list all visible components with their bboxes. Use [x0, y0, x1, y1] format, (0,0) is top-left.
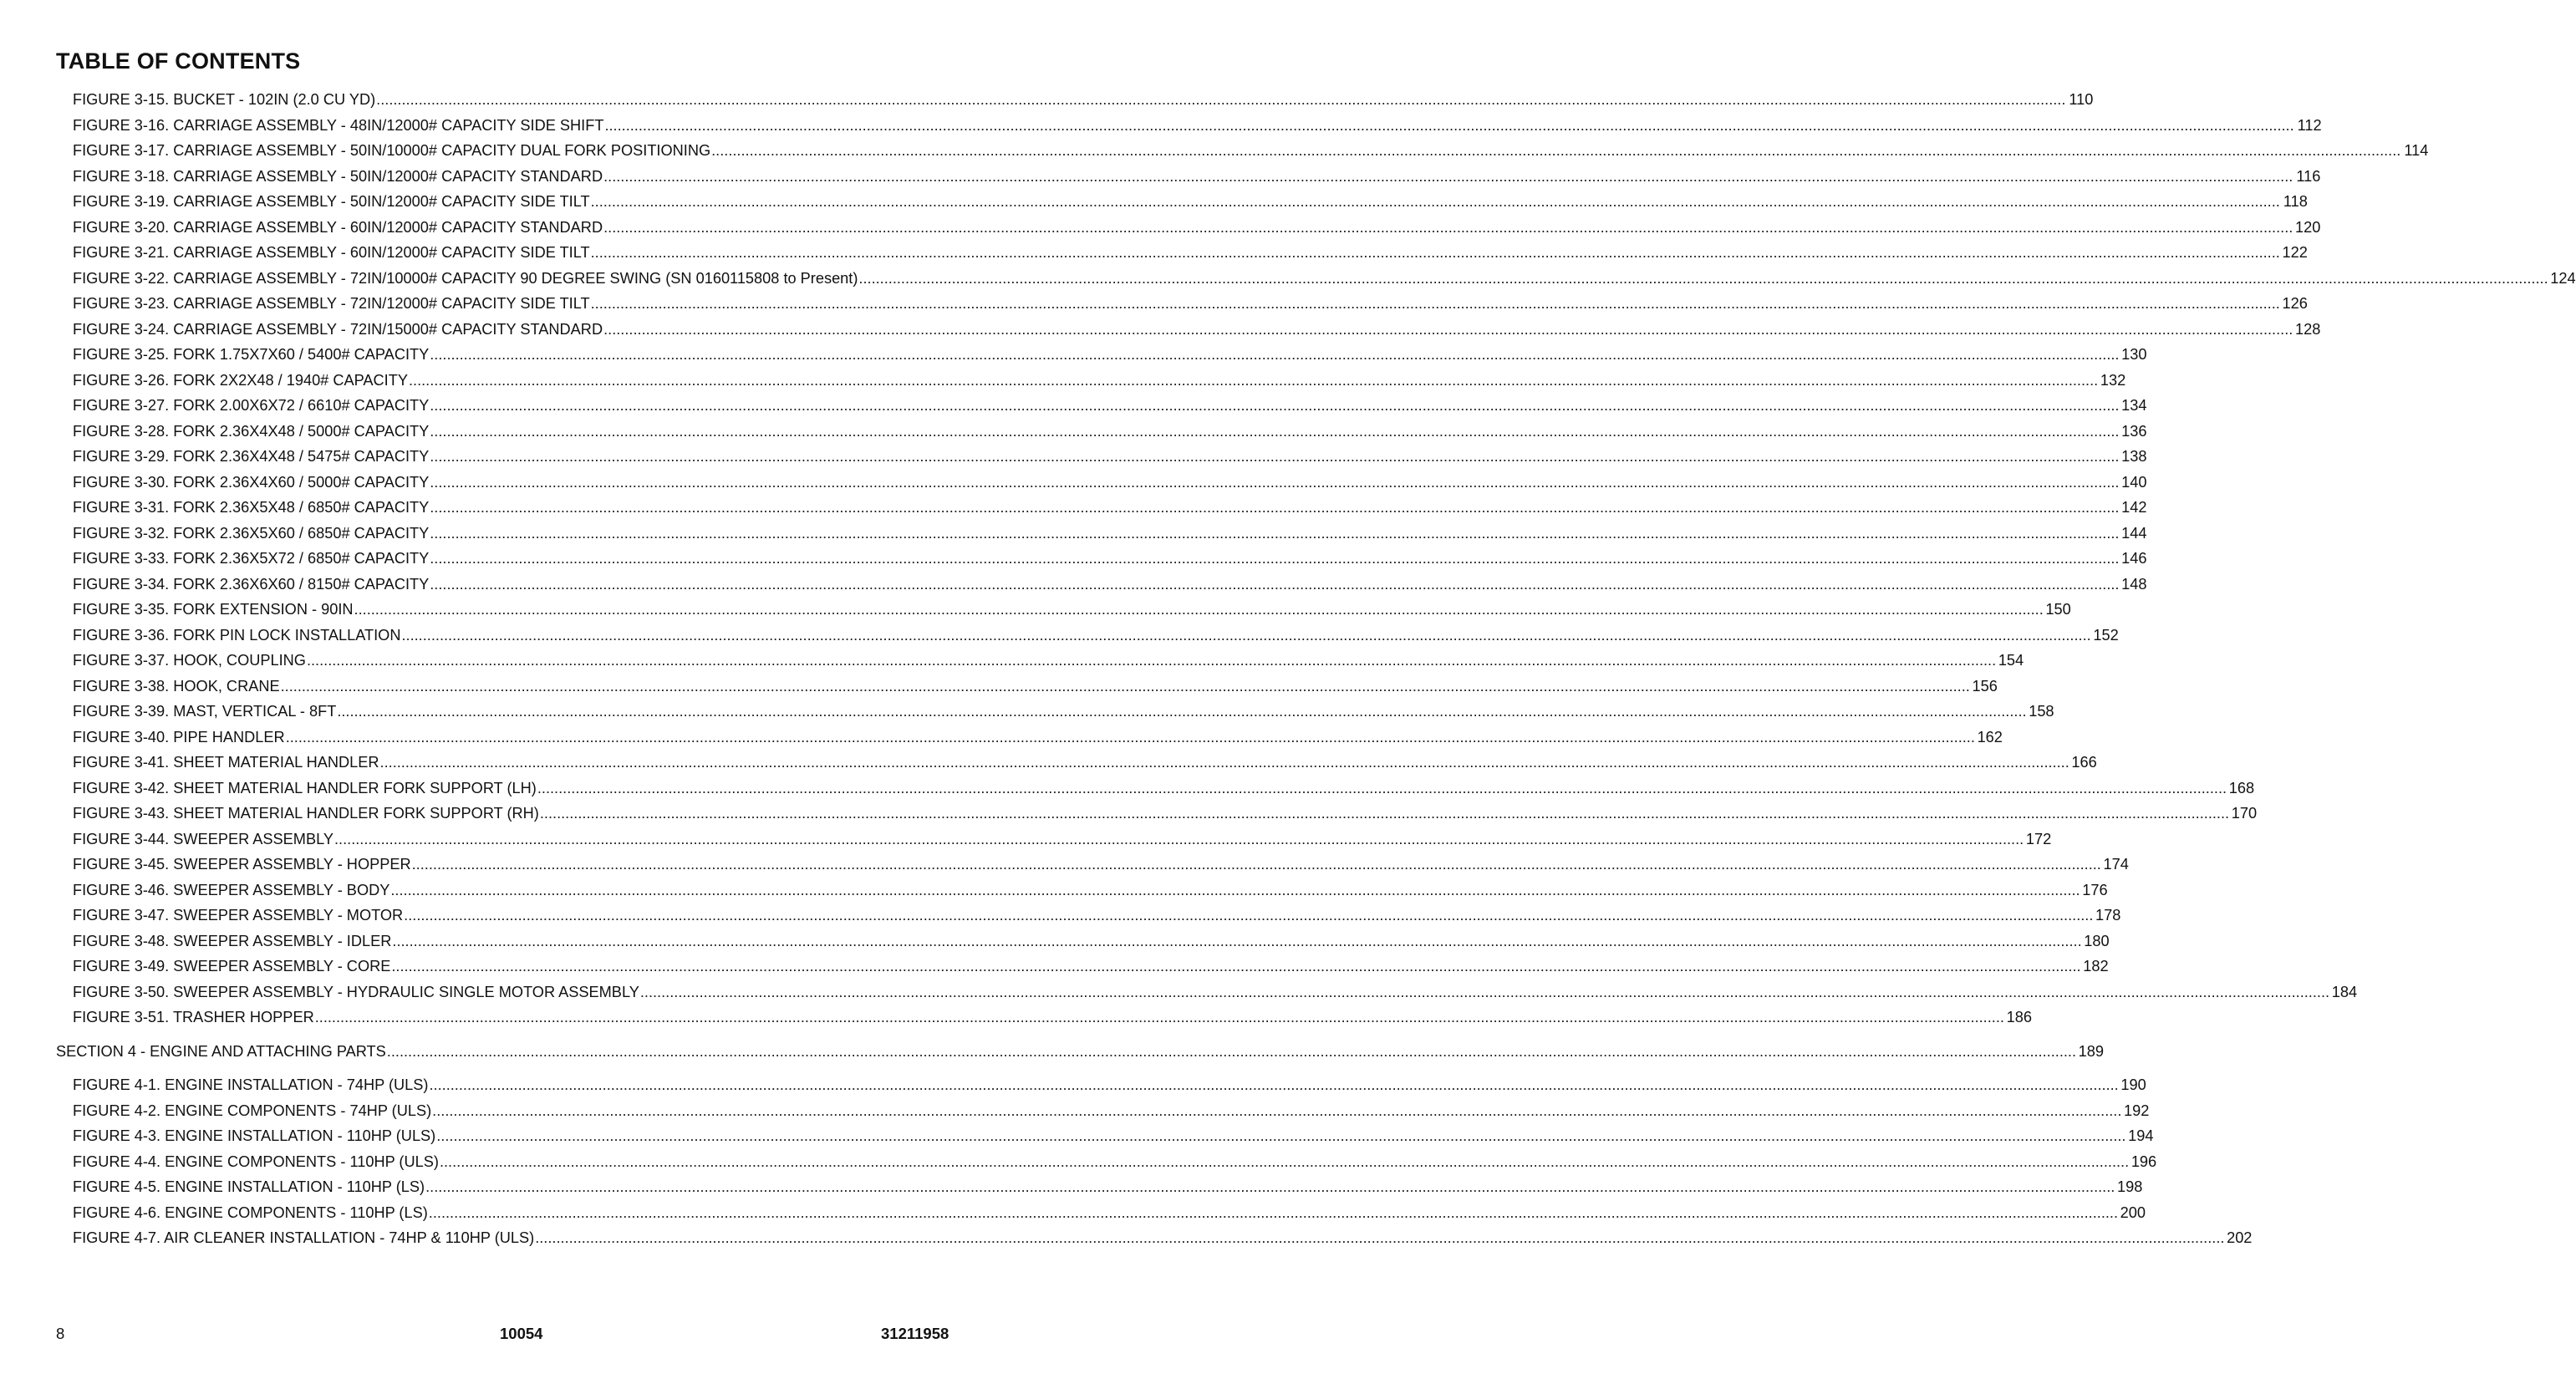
toc-entry-page: 170: [2231, 805, 2258, 822]
toc-entry[interactable]: [73, 166, 2321, 186]
toc-entry-label: FIGURE 3-24. CARRIAGE ASSEMBLY - 72IN/15000# CAPACITY STANDARD: [73, 321, 603, 338]
toc-entry-page: 158: [2029, 703, 2054, 720]
dot-leader: ................................................................................................................................................................................................................................................................................................................................................................................................................: [354, 601, 2044, 618]
toc-entry-page: 128: [2294, 321, 2321, 338]
toc-entry[interactable]: [73, 676, 1998, 696]
toc-entry-label: FIGURE 4-5. ENGINE INSTALLATION - 110HP (LS): [73, 1178, 425, 1195]
toc-entry-label: FIGURE 3-20. CARRIAGE ASSEMBLY - 60IN/12000# CAPACITY STANDARD: [73, 219, 603, 236]
toc-entry-label: FIGURE 3-27. FORK 2.00X6X72 / 6610# CAPACITY: [73, 397, 430, 414]
toc-entry[interactable]: [73, 1075, 2146, 1095]
toc-entry-page: 200: [2120, 1204, 2146, 1221]
toc-entry[interactable]: [73, 140, 2429, 160]
toc-entry-label: FIGURE 3-41. SHEET MATERIAL HANDLER: [73, 754, 379, 771]
toc-entry[interactable]: [73, 446, 2147, 466]
toc-entry-label: FIGURE 3-39. MAST, VERTICAL - 8FT: [73, 703, 337, 720]
toc-entry-label: FIGURE 3-17. CARRIAGE ASSEMBLY - 50IN/10000# CAPACITY DUAL FORK POSITIONING: [73, 142, 711, 159]
toc-entry-label: FIGURE 3-22. CARRIAGE ASSEMBLY - 72IN/10000# CAPACITY 90 DEGREE SWING (SN 0160115808 to Present): [73, 270, 858, 287]
dot-leader: ................................................................................................................................................................................................................................................................................................................................................................................................................: [439, 1153, 2130, 1170]
dot-leader: ................................................................................................................................................................................................................................................................................................................................................................................................................: [436, 1127, 2126, 1144]
toc-entry-page: 116: [2296, 168, 2321, 185]
dot-leader: ................................................................................................................................................................................................................................................................................................................................................................................................................: [425, 1178, 2115, 1195]
dot-leader: ................................................................................................................................................................................................................................................................................................................................................................................................................: [376, 91, 2066, 108]
dot-leader: ................................................................................................................................................................................................................................................................................................................................................................................................................: [430, 499, 2120, 516]
dot-leader: ................................................................................................................................................................................................................................................................................................................................................................................................................: [603, 321, 2293, 338]
toc-entry-label: FIGURE 3-31. FORK 2.36X5X48 / 6850# CAPACITY: [73, 499, 430, 516]
toc-entry-label: FIGURE 3-25. FORK 1.75X7X60 / 5400# CAPACITY: [73, 346, 430, 363]
toc-entry[interactable]: [73, 574, 2147, 594]
toc-entry-page: 120: [2294, 219, 2321, 236]
toc-entry-label: FIGURE 4-3. ENGINE INSTALLATION - 110HP (ULS): [73, 1127, 436, 1144]
toc-entry-page: 196: [2131, 1153, 2157, 1170]
toc-entry-page: 152: [2093, 627, 2119, 644]
dot-leader: ................................................................................................................................................................................................................................................................................................................................................................................................................: [314, 1009, 2004, 1025]
toc-entry-label: FIGURE 3-33. FORK 2.36X5X72 / 6850# CAPACITY: [73, 550, 430, 567]
toc-entry[interactable]: [73, 931, 2110, 951]
toc-entry-label: FIGURE 3-34. FORK 2.36X6X60 / 8150# CAPACITY: [73, 576, 430, 593]
footer-page-number: 8: [56, 1325, 65, 1342]
dot-leader: ................................................................................................................................................................................................................................................................................................................................................................................................................: [408, 372, 2099, 389]
toc-entry-page: 168: [2228, 780, 2255, 796]
toc-entry-label: FIGURE 3-44. SWEEPER ASSEMBLY: [73, 831, 333, 847]
dot-leader: ................................................................................................................................................................................................................................................................................................................................................................................................................: [390, 882, 2080, 898]
toc-entry[interactable]: [73, 1152, 2157, 1172]
page-title: TABLE OF CONTENTS: [56, 48, 301, 74]
toc-entry-page: 190: [2120, 1076, 2146, 1093]
toc-entry[interactable]: [73, 115, 2322, 135]
toc-entry[interactable]: [73, 854, 2129, 874]
toc-entry-label: FIGURE 3-29. FORK 2.36X4X48 / 5475# CAPACITY: [73, 448, 430, 465]
toc-entry-label: FIGURE 3-28. FORK 2.36X4X48 / 5000# CAPACITY: [73, 423, 430, 440]
dot-leader: ................................................................................................................................................................................................................................................................................................................................................................................................................: [404, 907, 2094, 924]
toc-entry-label: FIGURE 3-45. SWEEPER ASSEMBLY - HOPPER: [73, 856, 411, 873]
toc-entry-page: 110: [2069, 91, 2094, 108]
toc-entry[interactable]: [73, 370, 2126, 390]
toc-entry[interactable]: [73, 548, 2147, 568]
toc-entry-page: 154: [1998, 652, 2024, 669]
dot-leader: ................................................................................................................................................................................................................................................................................................................................................................................................................: [306, 652, 1997, 669]
toc-entry[interactable]: [73, 472, 2147, 492]
dot-leader: ................................................................................................................................................................................................................................................................................................................................................................................................................: [858, 270, 2548, 287]
dot-leader: ................................................................................................................................................................................................................................................................................................................................................................................................................: [430, 448, 2120, 465]
footer-center-code: 10054: [500, 1325, 543, 1342]
toc-entry[interactable]: [73, 599, 2071, 619]
toc-entry-label: FIGURE 3-36. FORK PIN LOCK INSTALLATION: [73, 627, 401, 644]
toc-entry[interactable]: [73, 89, 2094, 109]
toc-entry[interactable]: [73, 778, 2255, 798]
toc-entry-page: 138: [2121, 448, 2147, 465]
toc-entry-label: FIGURE 3-43. SHEET MATERIAL HANDLER FORK SUPPORT (RH): [73, 805, 539, 822]
dot-leader: ................................................................................................................................................................................................................................................................................................................................................................................................................: [430, 576, 2120, 593]
toc-entry-label: FIGURE 3-38. HOOK, CRANE: [73, 678, 280, 695]
toc-entry-label: FIGURE 3-50. SWEEPER ASSEMBLY - HYDRAULIC SINGLE MOTOR ASSEMBLY: [73, 984, 639, 1000]
toc-entry-page: 124: [2550, 270, 2576, 287]
toc-entry-page: 178: [2095, 907, 2121, 924]
dot-leader: ................................................................................................................................................................................................................................................................................................................................................................................................................: [430, 550, 2120, 567]
toc-entry-page: 114: [2404, 142, 2429, 159]
toc-entry-label: FIGURE 3-23. CARRIAGE ASSEMBLY - 72IN/12000# CAPACITY SIDE TILT: [73, 295, 590, 312]
toc-entry[interactable]: [73, 650, 2024, 670]
toc-entry-label: FIGURE 3-42. SHEET MATERIAL HANDLER FORK SUPPORT (LH): [73, 780, 537, 796]
toc-entry-label: FIGURE 4-1. ENGINE INSTALLATION - 74HP (ULS): [73, 1076, 429, 1093]
dot-leader: ................................................................................................................................................................................................................................................................................................................................................................................................................: [432, 1102, 2122, 1119]
toc-entry-page: 150: [2045, 601, 2071, 618]
toc-entry-label: FIGURE 3-15. BUCKET - 102IN (2.0 CU YD): [73, 91, 376, 108]
dot-leader: ................................................................................................................................................................................................................................................................................................................................................................................................................: [386, 1043, 2077, 1060]
toc-entry-page: 156: [1972, 678, 1998, 695]
toc-entry-label: FIGURE 3-32. FORK 2.36X5X60 / 6850# CAPACITY: [73, 525, 430, 542]
dot-leader: ................................................................................................................................................................................................................................................................................................................................................................................................................: [280, 678, 1970, 695]
toc-entry-page: 180: [2084, 933, 2110, 949]
toc-entry-page: 184: [2331, 984, 2358, 1000]
dot-leader: ................................................................................................................................................................................................................................................................................................................................................................................................................: [539, 805, 2230, 822]
toc-entry-page: 176: [2082, 882, 2108, 898]
toc-entry-label: FIGURE 3-16. CARRIAGE ASSEMBLY - 48IN/12000# CAPACITY SIDE SHIFT: [73, 117, 604, 134]
toc-entry[interactable]: [73, 982, 2358, 1002]
toc-entry-page: 194: [2128, 1127, 2154, 1144]
toc-entry-page: 148: [2121, 576, 2147, 593]
toc-entry[interactable]: [73, 1203, 2146, 1223]
toc-entry[interactable]: [73, 293, 2308, 313]
toc-entry-label: FIGURE 4-7. AIR CLEANER INSTALLATION - 74HP & 110HP (ULS): [73, 1229, 535, 1246]
toc-entry-label: FIGURE 3-35. FORK EXTENSION - 90IN: [73, 601, 354, 618]
toc-entry[interactable]: [73, 625, 2119, 645]
toc-entry-page: 198: [2116, 1178, 2143, 1195]
toc-entry-page: 142: [2121, 499, 2147, 516]
toc-entry[interactable]: [73, 905, 2121, 925]
dot-leader: ................................................................................................................................................................................................................................................................................................................................................................................................................: [428, 1204, 2119, 1221]
dot-leader: ................................................................................................................................................................................................................................................................................................................................................................................................................: [639, 984, 2330, 1000]
toc-entry-page: 166: [2071, 754, 2097, 771]
toc-entry[interactable]: [73, 395, 2147, 415]
toc-entry[interactable]: [73, 344, 2147, 364]
dot-leader: ................................................................................................................................................................................................................................................................................................................................................................................................................: [392, 933, 2082, 949]
dot-leader: ................................................................................................................................................................................................................................................................................................................................................................................................................: [379, 754, 2069, 771]
dot-leader: ................................................................................................................................................................................................................................................................................................................................................................................................................: [411, 856, 2101, 873]
dot-leader: ................................................................................................................................................................................................................................................................................................................................................................................................................: [401, 627, 2091, 644]
dot-leader: ................................................................................................................................................................................................................................................................................................................................................................................................................: [711, 142, 2401, 159]
toc-entry-label: FIGURE 3-26. FORK 2X2X48 / 1940# CAPACITY: [73, 372, 408, 389]
toc-entry-page: 126: [2282, 295, 2308, 312]
toc-entry[interactable]: [73, 268, 2576, 288]
toc-entry-page: 140: [2121, 474, 2147, 491]
toc-entry[interactable]: [73, 523, 2147, 543]
dot-leader: ................................................................................................................................................................................................................................................................................................................................................................................................................: [603, 219, 2293, 236]
toc-entry[interactable]: [73, 803, 2258, 823]
dot-leader: ................................................................................................................................................................................................................................................................................................................................................................................................................: [430, 525, 2120, 542]
toc-entry[interactable]: [73, 497, 2147, 517]
dot-leader: ................................................................................................................................................................................................................................................................................................................................................................................................................: [603, 168, 2293, 185]
toc-entry[interactable]: [73, 1007, 2032, 1027]
dot-leader: ................................................................................................................................................................................................................................................................................................................................................................................................................: [337, 703, 2027, 720]
toc-entry[interactable]: [73, 217, 2321, 237]
toc-entry-label: FIGURE 3-30. FORK 2.36X4X60 / 5000# CAPACITY: [73, 474, 430, 491]
toc-entry[interactable]: [73, 1228, 2253, 1248]
toc-entry-page: 134: [2121, 397, 2147, 414]
toc-entry-page: 144: [2121, 525, 2147, 542]
toc-entry[interactable]: [73, 319, 2321, 339]
dot-leader: ................................................................................................................................................................................................................................................................................................................................................................................................................: [285, 729, 1975, 745]
dot-leader: ................................................................................................................................................................................................................................................................................................................................................................................................................: [429, 1076, 2119, 1093]
toc-entry[interactable]: [73, 242, 2308, 262]
toc-entry-label: FIGURE 3-19. CARRIAGE ASSEMBLY - 50IN/12000# CAPACITY SIDE TILT: [73, 193, 590, 210]
toc-entry-page: 186: [2006, 1009, 2032, 1025]
toc-entry-label: FIGURE 3-49. SWEEPER ASSEMBLY - CORE: [73, 958, 391, 974]
toc-entry-page: 202: [2227, 1229, 2253, 1246]
toc-entry-page: 136: [2121, 423, 2147, 440]
toc-entry-label: FIGURE 3-46. SWEEPER ASSEMBLY - BODY: [73, 882, 390, 898]
toc-entry-label: FIGURE 3-51. TRASHER HOPPER: [73, 1009, 314, 1025]
dot-leader: ................................................................................................................................................................................................................................................................................................................................................................................................................: [333, 831, 2024, 847]
dot-leader: ................................................................................................................................................................................................................................................................................................................................................................................................................: [590, 244, 2280, 261]
toc-entry-page: 132: [2100, 372, 2126, 389]
toc-entry-page: 112: [2297, 117, 2322, 134]
dot-leader: ................................................................................................................................................................................................................................................................................................................................................................................................................: [430, 474, 2120, 491]
toc-section-entry[interactable]: [56, 1041, 2105, 1061]
dot-leader: ................................................................................................................................................................................................................................................................................................................................................................................................................: [604, 117, 2294, 134]
toc-entry-label: FIGURE 3-40. PIPE HANDLER: [73, 729, 285, 745]
footer-doc-number: 31211958: [881, 1325, 949, 1342]
toc-entry-label: FIGURE 3-21. CARRIAGE ASSEMBLY - 60IN/12000# CAPACITY SIDE TILT: [73, 244, 590, 261]
toc-entry-label: FIGURE 4-4. ENGINE COMPONENTS - 110HP (ULS): [73, 1153, 439, 1170]
toc-entry[interactable]: [73, 701, 2054, 721]
toc-entry-label: FIGURE 4-2. ENGINE COMPONENTS - 74HP (ULS): [73, 1102, 432, 1119]
toc-entry-label: FIGURE 3-18. CARRIAGE ASSEMBLY - 50IN/12000# CAPACITY STANDARD: [73, 168, 603, 185]
toc-entry-page: 189: [2078, 1043, 2105, 1060]
toc-entry[interactable]: [73, 829, 2052, 849]
toc-entry[interactable]: [73, 421, 2147, 441]
toc-entry-page: 162: [1977, 729, 2003, 745]
toc-entry-label: FIGURE 4-6. ENGINE COMPONENTS - 110HP (LS): [73, 1204, 428, 1221]
toc-entry[interactable]: [73, 1126, 2154, 1146]
toc-entry-page: 130: [2121, 346, 2147, 363]
dot-leader: ................................................................................................................................................................................................................................................................................................................................................................................................................: [430, 423, 2120, 440]
dot-leader: ................................................................................................................................................................................................................................................................................................................................................................................................................: [537, 780, 2227, 796]
dot-leader: ................................................................................................................................................................................................................................................................................................................................................................................................................: [535, 1229, 2225, 1246]
toc-entry-label: FIGURE 3-48. SWEEPER ASSEMBLY - IDLER: [73, 933, 392, 949]
toc-entry-page: 146: [2121, 550, 2147, 567]
toc-entry-page: 122: [2282, 244, 2308, 261]
toc-entry[interactable]: [73, 1101, 2150, 1121]
toc-entry-page: 172: [2025, 831, 2052, 847]
toc-entry-page: 118: [2283, 193, 2308, 210]
toc-entry[interactable]: [73, 191, 2308, 211]
dot-leader: ................................................................................................................................................................................................................................................................................................................................................................................................................: [590, 193, 2280, 210]
toc-entry[interactable]: [73, 880, 2108, 900]
dot-leader: ................................................................................................................................................................................................................................................................................................................................................................................................................: [430, 346, 2120, 363]
toc-entry[interactable]: [73, 752, 2097, 772]
toc-entry[interactable]: [73, 956, 2109, 976]
toc-entry[interactable]: [73, 1177, 2143, 1197]
toc-entry-page: 192: [2124, 1102, 2150, 1119]
dot-leader: ................................................................................................................................................................................................................................................................................................................................................................................................................: [590, 295, 2280, 312]
toc-entry[interactable]: [73, 727, 2003, 747]
toc-entry-page: 182: [2083, 958, 2109, 974]
toc-entry-label: FIGURE 3-47. SWEEPER ASSEMBLY - MOTOR: [73, 907, 404, 924]
toc-entry-label: FIGURE 3-37. HOOK, COUPLING: [73, 652, 306, 669]
toc-entry-label: SECTION 4 - ENGINE AND ATTACHING PARTS: [56, 1043, 386, 1060]
dot-leader: ................................................................................................................................................................................................................................................................................................................................................................................................................: [391, 958, 2081, 974]
dot-leader: ................................................................................................................................................................................................................................................................................................................................................................................................................: [430, 397, 2120, 414]
toc-entry-page: 174: [2103, 856, 2129, 873]
